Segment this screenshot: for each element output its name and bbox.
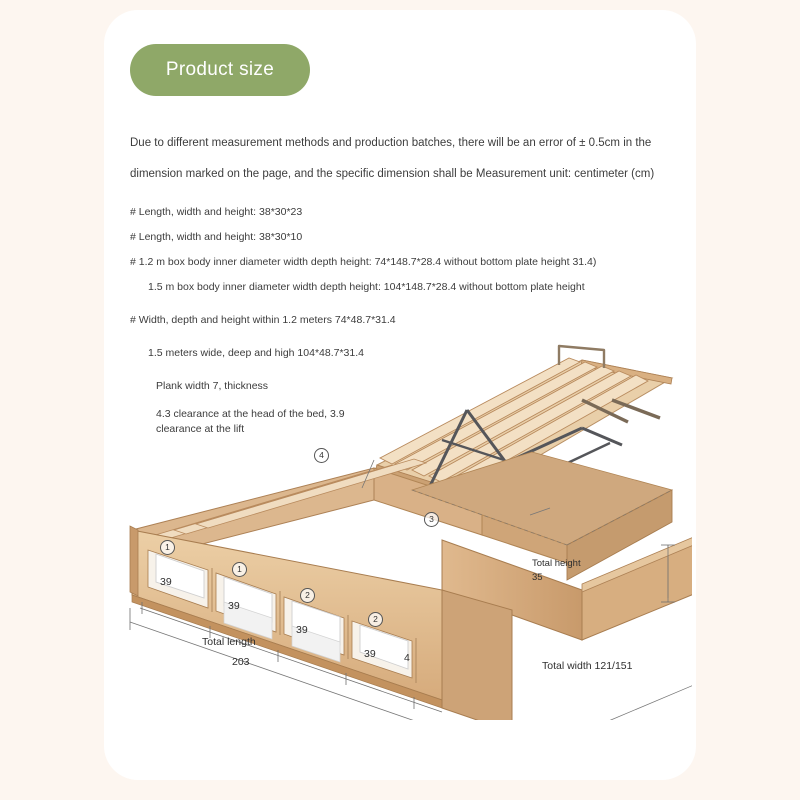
spec-line: Plank width 7, thickness (156, 380, 269, 392)
callout-marker-1a: 1 (160, 540, 175, 555)
measurement-unit-text: Measurement unit: centimeter (cm) (475, 168, 655, 180)
section-badge-label: Product size (165, 59, 275, 80)
total-height-label: Total height (532, 558, 581, 569)
callout-marker-4: 4 (314, 448, 329, 463)
callout-marker-2b: 2 (368, 612, 383, 627)
dimension-drawer-5: 4 (404, 652, 410, 664)
dimension-drawer-2: 39 (228, 600, 240, 612)
drawer-cabinet (130, 526, 442, 708)
total-width-label: Total width 121/151 (542, 660, 633, 672)
total-length-value: 203 (232, 656, 250, 668)
disclaimer-text: Due to different measurement methods and production batches, there will be an error of ± 0.5cm in the dimension marked on the page, and the specific dimension shall be (130, 137, 652, 180)
measurement-disclaimer (130, 128, 678, 190)
spec-line: 1.5 meters wide, deep and high 104*48.7*31.4 (148, 347, 364, 359)
spec-line: # Length, width and height: 38*30*23 (130, 206, 303, 218)
dimension-drawer-4: 39 (364, 648, 376, 660)
front-end-panel (442, 590, 512, 720)
callout-marker-3: 3 (424, 512, 439, 527)
dimension-drawer-3: 39 (296, 624, 308, 636)
content-card (104, 10, 696, 780)
callout-marker-2a: 2 (300, 588, 315, 603)
total-length-label: Total length (202, 636, 256, 648)
section-badge (130, 44, 310, 96)
spec-line: 4.3 clearance at the head of the bed, 3.9 (156, 408, 345, 420)
spec-line: # Width, depth and height within 1.2 meters 74*48.7*31.4 (130, 314, 396, 326)
bed-diagram (112, 340, 692, 720)
total-height-value: 35 (532, 572, 543, 583)
spec-line: 1.5 m box body inner diameter width depth height: 104*148.7*28.4 without bottom plate height (148, 281, 585, 293)
dimension-drawer-1: 39 (160, 576, 172, 588)
spec-line: # 1.2 m box body inner diameter width depth height: 74*148.7*28.4 without bottom plate height 31.4) (130, 256, 597, 268)
spec-line: clearance at the lift (156, 423, 245, 435)
callout-marker-1b: 1 (232, 562, 247, 577)
spec-line: # Length, width and height: 38*30*10 (130, 231, 303, 243)
